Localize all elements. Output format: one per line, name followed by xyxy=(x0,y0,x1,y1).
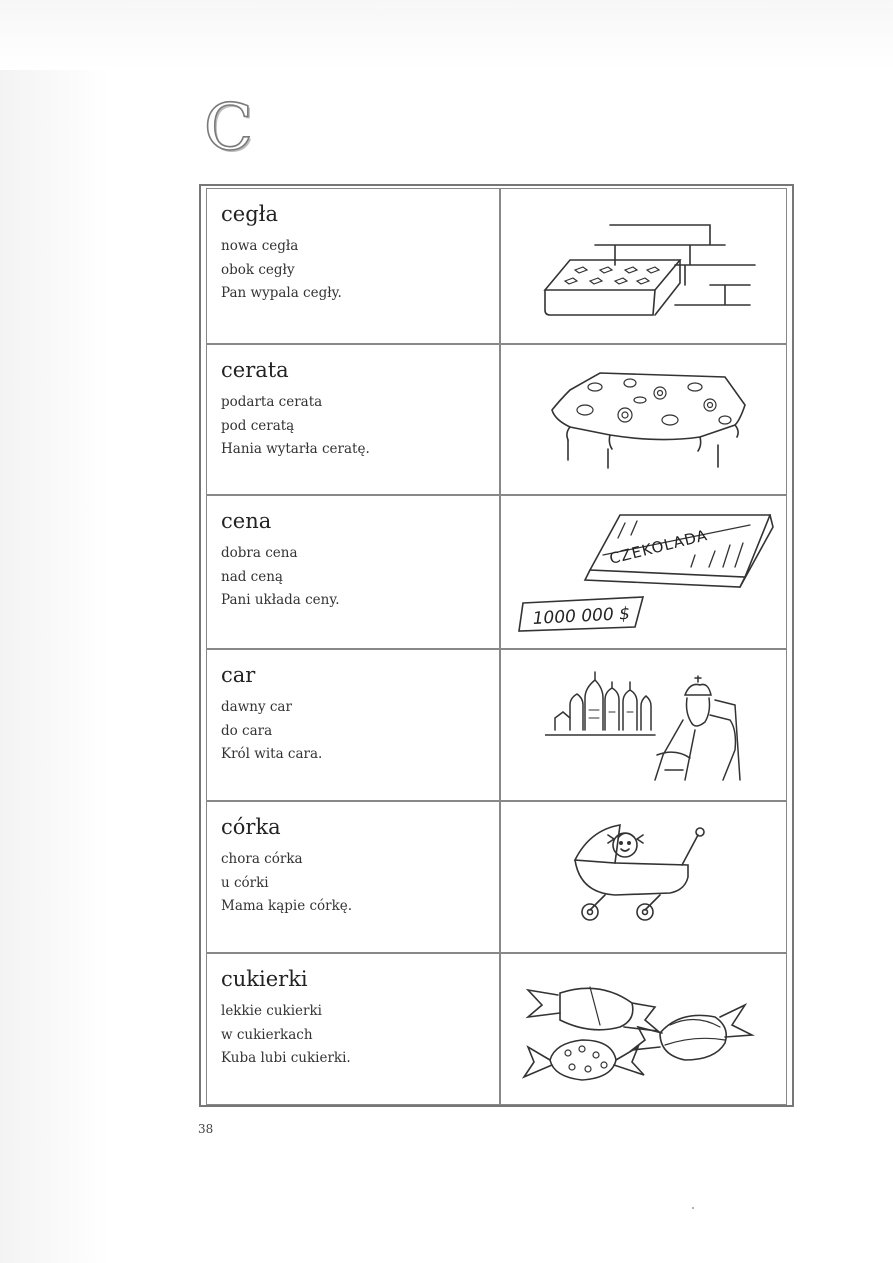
page-number: 38 xyxy=(198,1122,214,1136)
phrase: dawny car xyxy=(221,699,292,715)
headword: cegła xyxy=(221,202,278,226)
phrase: Mama kąpie córkę. xyxy=(221,898,353,914)
headword: córka xyxy=(221,815,281,839)
phrase: podarta cerata xyxy=(221,394,323,410)
headword: cukierki xyxy=(221,967,308,991)
phrase: Pan wypala cegły. xyxy=(221,285,342,301)
phrase: pod ceratą xyxy=(221,417,295,434)
word-block xyxy=(221,508,491,613)
phrase: do cara xyxy=(221,722,273,739)
word-block xyxy=(221,662,491,767)
phrase: lekkie cukierki xyxy=(221,1003,322,1019)
headword: cena xyxy=(221,509,272,533)
phrase: Kuba lubi cukierki. xyxy=(221,1050,351,1066)
chocolate-label: CZEKOLADA xyxy=(607,526,710,568)
word-block xyxy=(221,966,491,1071)
phrase: Król wita cara. xyxy=(221,746,323,762)
oilcloth-table-illustration xyxy=(540,365,755,475)
phrase: dobra cena xyxy=(221,545,298,561)
column-divider xyxy=(499,188,501,1105)
pram-girl-illustration xyxy=(570,815,720,930)
word-block xyxy=(221,201,491,306)
page-letter-heading: C xyxy=(204,91,253,165)
phrase: Hania wytarła ceratę. xyxy=(221,441,370,457)
phrase: u córki xyxy=(221,874,269,891)
phrase: nowa cegła xyxy=(221,238,299,254)
phrase: nad ceną xyxy=(221,568,283,585)
phrase: obok cegły xyxy=(221,261,295,278)
scan-shade-top xyxy=(0,0,893,70)
tsar-kremlin-illustration xyxy=(545,660,745,785)
word-block xyxy=(221,814,491,919)
scan-speck xyxy=(692,1207,694,1209)
phrase: chora córka xyxy=(221,851,303,867)
word-block xyxy=(221,357,491,462)
price-tag-label: 1000 000 $ xyxy=(532,603,631,629)
chocolate-price-illustration xyxy=(515,505,785,645)
phrase: w cukierkach xyxy=(221,1026,313,1043)
scan-shade xyxy=(0,0,110,1263)
headword: car xyxy=(221,663,256,687)
candies-illustration xyxy=(520,965,755,1090)
brick-wall-illustration xyxy=(525,205,775,330)
headword: cerata xyxy=(221,358,289,382)
phrase: Pani układa ceny. xyxy=(221,592,340,608)
